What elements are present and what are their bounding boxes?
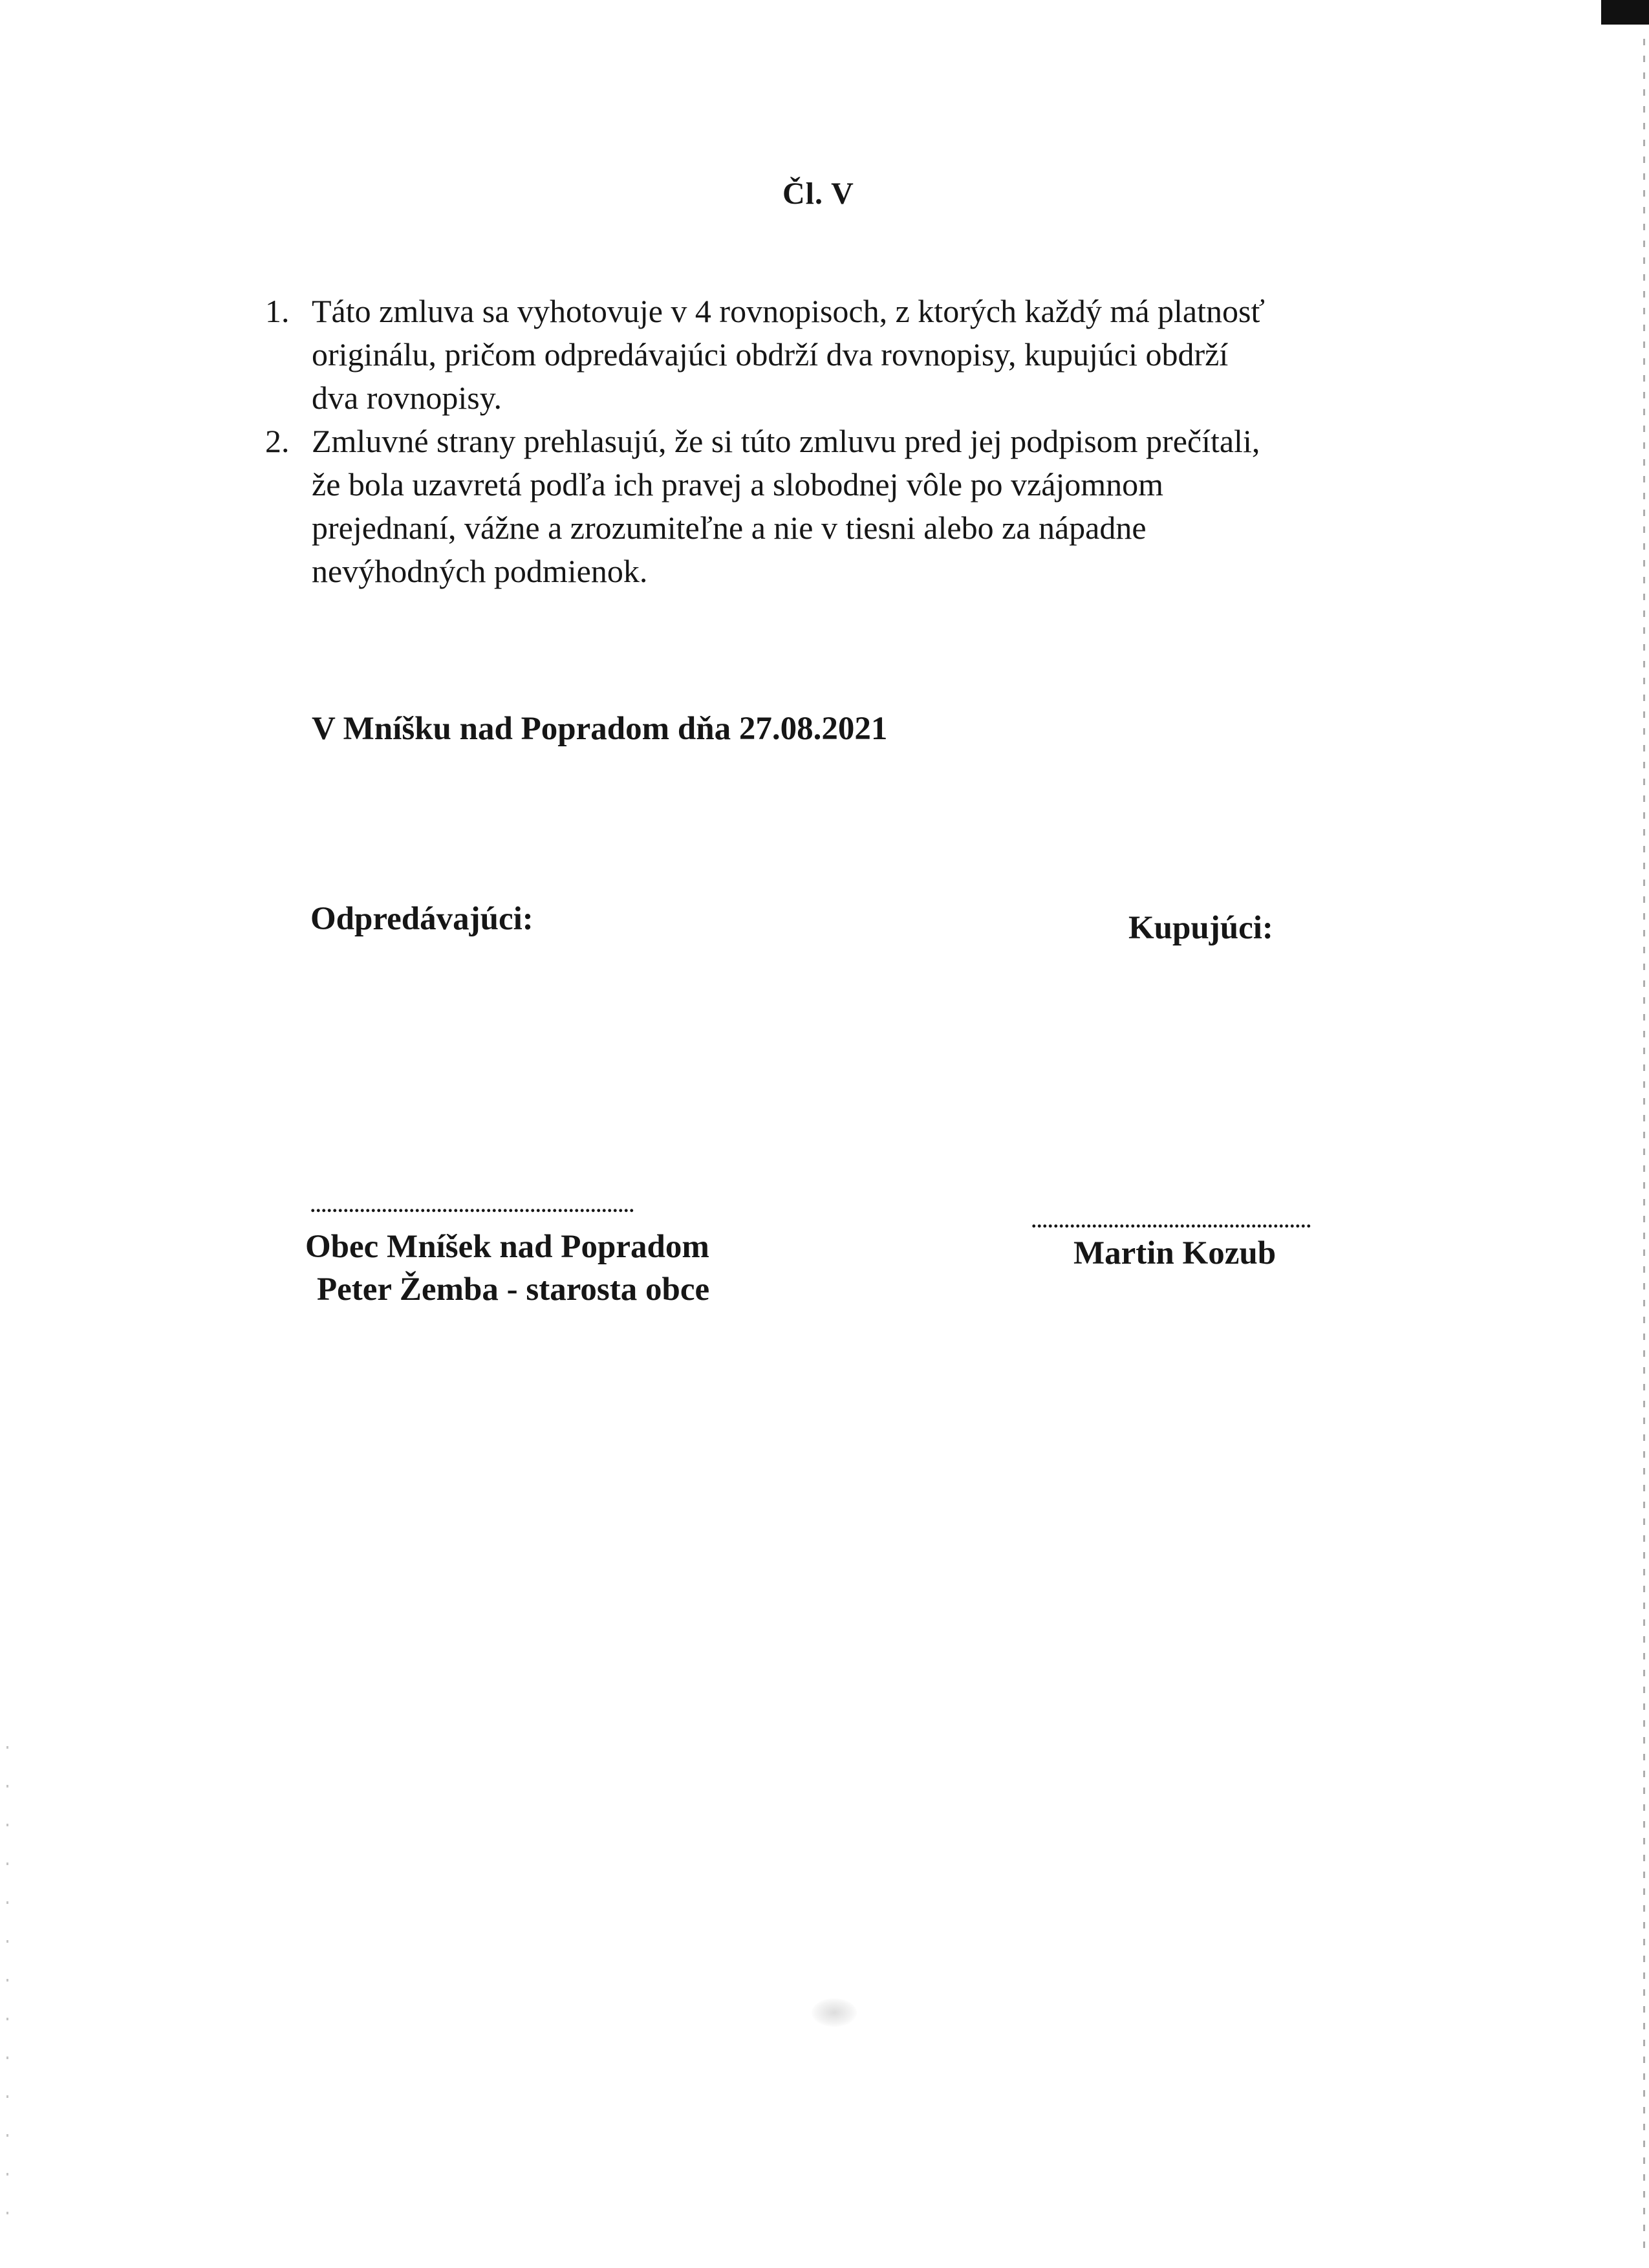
article-number: 2. <box>265 423 290 459</box>
buyer-signature-line: ................................................... <box>1031 1212 1312 1231</box>
place-and-date: V Mníšku nad Popradom dňa 27.08.2021 <box>312 711 888 747</box>
article-line: originálu, pričom odpredávajúci obdrží dva rovnopisy, kupujúci obdrží <box>312 336 1229 373</box>
article-line: Zmluvné strany prehlasujú, že si túto zmluvu pred jej podpisom prečítali, <box>312 423 1260 459</box>
article-line: nevýhodných podmienok. <box>312 553 648 589</box>
article-line: že bola uzavretá podľa ich pravej a slobodnej vôle po vzájomnom <box>312 466 1164 502</box>
seller-signature-line: ........................................................... <box>310 1196 635 1216</box>
article-heading: Čl. V <box>782 177 854 211</box>
seller-representative: Peter Žemba - starosta obce <box>317 1271 710 1308</box>
article-number: 1. <box>265 293 290 329</box>
article-item <box>259 290 1436 420</box>
scan-edge-artifact-left <box>6 1746 8 2238</box>
article-line: dva rovnopisy. <box>312 380 502 416</box>
buyer-label: Kupujúci: <box>1128 910 1273 946</box>
article-item <box>259 420 1436 593</box>
buyer-name: Martin Kozub <box>1073 1235 1277 1271</box>
scan-smudge <box>812 1998 857 2027</box>
article-line: Táto zmluva sa vyhotovuje v 4 rovnopisoch, z ktorých každý má platnosť <box>312 293 1265 329</box>
seller-organization: Obec Mníšek nad Popradom <box>305 1229 709 1265</box>
scan-edge-artifact <box>1643 39 1645 2251</box>
article-list <box>259 290 1436 593</box>
seller-label: Odpredávajúci: <box>310 901 534 937</box>
article-line: prejednaní, vážne a zrozumiteľne a nie v tiesni alebo za nápadne <box>312 510 1147 546</box>
scan-corner-mark <box>1601 0 1649 25</box>
